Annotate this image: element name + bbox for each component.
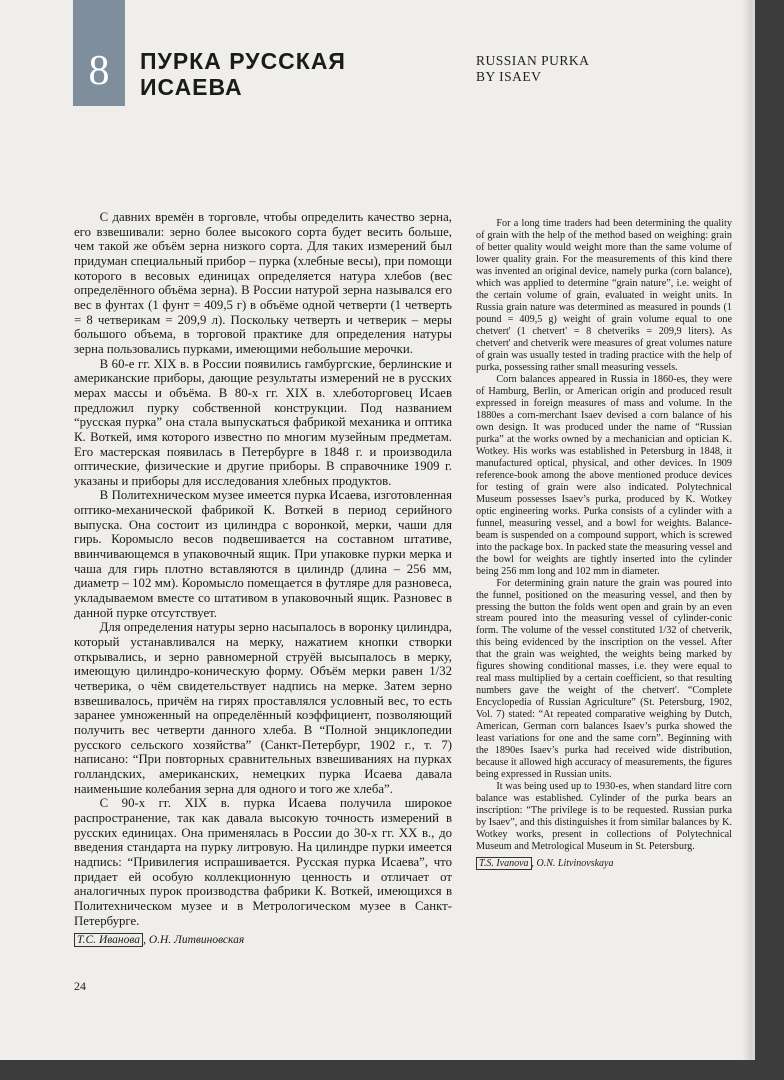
- chapter-number: 8: [88, 48, 110, 94]
- title-russian: [140, 48, 440, 100]
- paragraph: For determining grain nature the grain was poured into the funnel, positioned on the measuring vessel, and then by pressing the button the folds went open and grain by an even stream poured into the measuring vessel of cylinder-conic form. The volume of the vessel constituted 1/32 of chetverik, this being evidenced by the inscription on the vessel. After that the grain was weighted, the weights being marked by figures showing conditional masses, i.e. they were equal to real mass multiplied by a certain coefficient, so that resulting numbers gave the weight of the chetvert'. “Complete Encyclopedia of Russian Agriculture” (St. Petersburg, 1902, Vol. 7) stated: “At repeated comparative weighing by Dutch, American, German corn balances Isaev’s purka showed the least variations for one and the same corn”. Beginning with the 1890es Isaev’s purka had received wide distribution, because it allowed high accuracy of measurements, the figures being expressed in Russian units.: [476, 577, 732, 781]
- title-english: [476, 53, 589, 85]
- title-english-line: RUSSIAN PURKA: [476, 53, 590, 68]
- title-english-line: BY ISAEV: [476, 69, 542, 84]
- author-signature: [74, 933, 452, 948]
- russian-text-column: [74, 210, 452, 948]
- paragraph: С давних времён в торговле, чтобы определить качество зерна, его взвешивали: зерно более высокого сорта будет весить больше, чем такой же объём зерна низкого сорта. Для таких измерений был придуман специальный прибор – пурка (хлебные весы), при помощи которого в весовых единицах определяется натура хлебов (вес определённого объёма зерна). В России натурой зерна назывался его вес в фунтах (1 фунт = 409,5 г) в объёме одной четверти (1 четверть = 8 четверикам = 209,9 л). Поскольку четверть и четверик – меры большого объема, в торговой практике для определения натуры зерна пользовались пурками, имеющими небольшие мерочки.: [74, 210, 452, 356]
- paragraph: В Политехническом музее имеется пурка Исаева, изготовленная оптико-механической фабрикой К. Воткей в период серийного выпуска. Она состоит из цилиндра с воронкой, мерки, чаши для гирь. Коромысло весов подвешивается на составном штативе, ввинчивающемся в упаковочный ящик. При упаковке пурки мерка и чаша для гирь плотно вставляются в цилиндр (длина – 256 мм, диаметр – 102 мм). Коромысло помещается в футляре для разновеса, укладываемом вместе со штативом в упаковочный ящик. Разновес в данной пурке отсутствует.: [74, 488, 452, 620]
- title-russian-line: ПУРКА РУССКАЯ: [140, 48, 346, 74]
- paragraph: It was being used up to 1930-es, when standard litre corn balance was established. Cylinder of the purka bears an inscription: “The privilege is to be requested. Russian purka by Isaev”, and this distinguishes it from similar balances by K. Wotkey works, present in collections of Polytechnical Museum and Metrological Museum in St. Petersburg.: [476, 781, 732, 853]
- paragraph: For a long time traders had been determining the quality of grain with the help of the method based on weighing: grain of better quality would weight more than the same volume of lower quality grain. For the measurements of this kind there was invented an original device, namely purka (corn balance), which was applied to determine “grain nature”, i.e. weight of the certain volume of grain, evaluated in weight units. In Russia grain nature was determined as measured in pounds (1 pound = 409,5 g) weight of grain volume equal to one chetvert' (1 chetvert' = 8 chetveriks = 209,9 liters). As chetvert' and chetverik were measures of great volumes nature of grain was usually tested in trading practice with the help of purka, possessing rather small measuring vessels.: [476, 218, 732, 373]
- paragraph: Corn balances appeared in Russia in 1860-es, they were of Hamburg, Berlin, or American origin and produced result expressed in foreign measures of mass and volume. In the 1880es a corn-merchant Isaev devised a corn balance of his own design. It was produced under the name of “Russian purka” at the works owned by a mechanician and optician K. Wotkey. His works was established in Petersburg in 1848, it manufactured optical, physical, and other devices. In 1909 reference-book among the above mentioned produce devices for testing of grain were also indicated. Polytechnical Museum possesses Isaev’s purka, produced by K. Wotkey optic engineering works. Purka consists of a cylinder with a funnel, measuring vessel, and a bowl for weights. Balance-beam is suspended on a compound support, which is screwed into the package box. In packed state the measuring vessel and the bowl for weights are tightly inserted into the cylinder being 256 mm long and 102 mm in diameter.: [476, 373, 732, 577]
- paragraph: В 60-е гг. XIX в. в России появились гамбургские, берлинские и американские приборы, дающие результаты измерений не в русских мерах массы и объёма. В 80-х гг. XIX в. хлеботорговец Исаев предложил пурку собственной конструкции. Под названием “русская пурка” она стала выпускаться фабрикой механика и оптика К. Воткей, имя которого известно по многим музейным предметам. Его мастерская появилась в Петербурге в 1848 г. и производила оптические, физические и другие приборы. В справочнике 1909 г. указаны и приборы для исследования хлебных продуктов.: [74, 356, 452, 488]
- paragraph: Для определения натуры зерно насыпалось в воронку цилиндра, который устанавливался на мерку, нажатием кнопки створки открывались, и зерно равномерной струёй высыпалось в мерку, имеющую цилиндро-коническую форму. Объём мерки равен 1/32 четверика, о чём свидетельствует надпись на мерке. Затем зерно взвешивалось, причём на гирях проставлялся условный вес, то есть заранее умноженный на определённый коэффициент, позволяющий получить вес четверти данного хлеба. В “Полной энциклопедии русского сельского хозяйства” (Санкт-Петербург, 1902 г., т. 7) написано: “При повторных сравнительных взвешиваниях на пурках голландских, американских, немецких пурка Исаева давала наименьшие колебания зерна для одного и того же хлеба”.: [74, 620, 452, 796]
- chapter-number-box: [73, 0, 125, 106]
- paragraph: С 90-х гг. XIX в. пурка Исаева получила широкое распространение, так как давала высокую точность измерений в русских единицах. Она применялась в России до 30-х гг. XX в., до введения стандарта на пурку литровую. На цилиндре пурки имеется надпись: “Привилегия испрашивается. Русская пурка Исаева”, что придает ей особую коллекционную ценность и отличает от аналогичных пурок производства фабрики К. Воткей, имеющихся в Политехническом музее и в Метрологическом музее в Санкт-Петербурге.: [74, 796, 452, 928]
- english-text-column: [476, 218, 732, 870]
- author-rest: , О.Н. Литвиновская: [143, 934, 245, 947]
- author-first: T.S. Ivanova: [476, 857, 532, 870]
- author-rest: , O.N. Litvinovskaya: [531, 858, 614, 870]
- author-first: Т.С. Иванова: [74, 933, 143, 947]
- page-edge-shadow: [742, 0, 752, 1060]
- title-russian-line: ИСАЕВА: [140, 74, 243, 100]
- author-signature: [476, 858, 732, 870]
- page-number: 24: [74, 979, 86, 993]
